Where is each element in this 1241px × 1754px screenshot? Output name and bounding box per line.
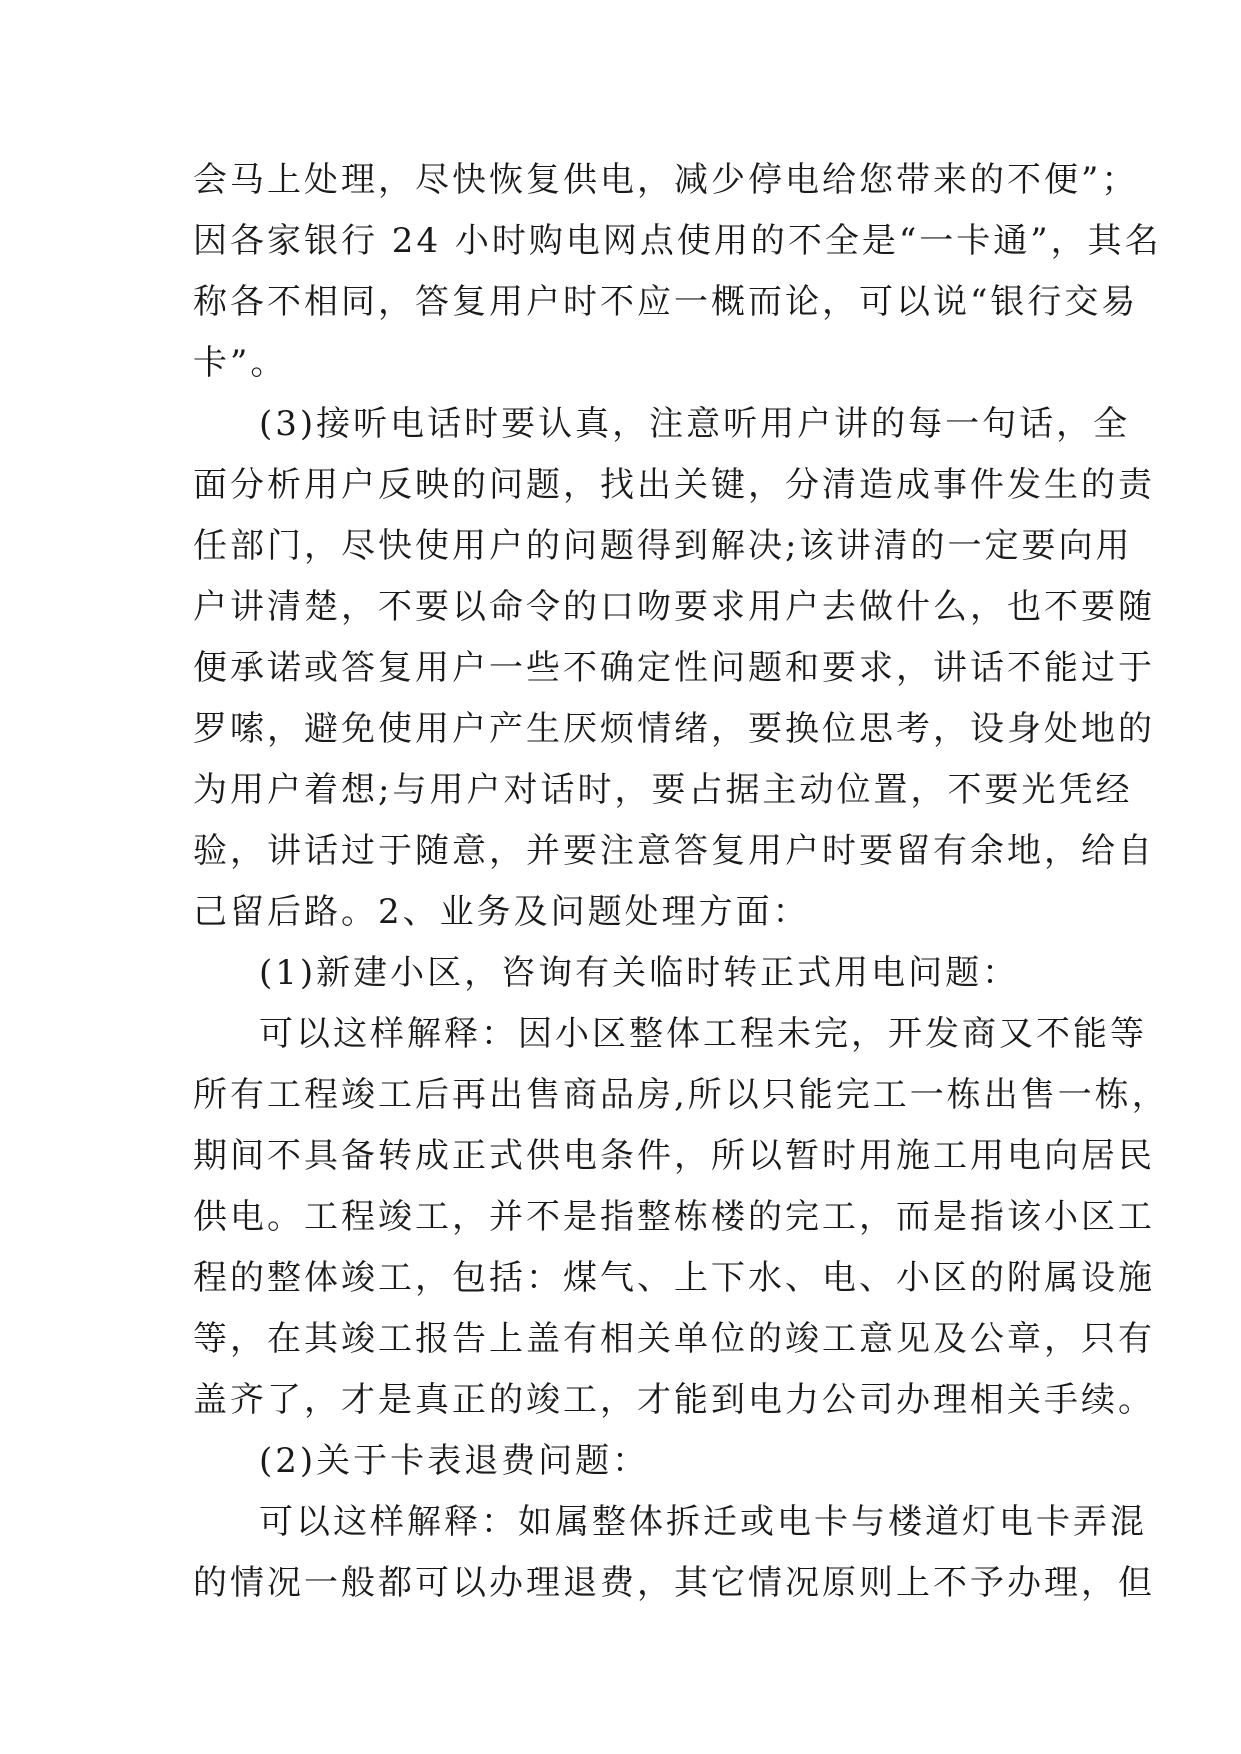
text-line-paragraph-start: (1)新建小区，咨询有关临时转正式用电问题：: [259, 953, 1020, 993]
text-line: 等，在其竣工报告上盖有相关单位的竣工意见及公章，只有: [193, 1319, 1155, 1359]
text-line: 供电。工程竣工，并不是指整栋楼的完工，而是指该小区工: [193, 1197, 1155, 1237]
text-line: 会马上处理，尽快恢复供电，减少停电给您带来的不便”；: [193, 160, 1139, 200]
text-line: 任部门，尽快使用户的问题得到解决;该讲清的一定要向用: [193, 526, 1133, 566]
text-line: 所有工程竣工后再出售商品房,所以只能完工一栋出售一栋，: [193, 1075, 1169, 1115]
text-line-paragraph-start: 可以这样解释：如属整体拆迁或电卡与楼道灯电卡弄混: [259, 1502, 1147, 1542]
text-line: 罗嗦，避免使用户产生厌烦情绪，要换位思考，设身处地的: [193, 709, 1155, 749]
text-line: 己留后路。2、业务及问题处理方面：: [193, 892, 810, 932]
text-line-paragraph-start: 可以这样解释：因小区整体工程未完，开发商又不能等: [259, 1014, 1147, 1054]
text-line: 因各家银行 24 小时购电网点使用的不全是“一卡通”，其名: [193, 221, 1162, 261]
text-line: 户讲清楚，不要以命令的口吻要求用户去做什么，也不要随: [193, 587, 1155, 627]
text-line: 程的整体竣工，包括：煤气、上下水、电、小区的附属设施: [193, 1258, 1155, 1298]
text-line: 面分析用户反映的问题，找出关键，分清造成事件发生的责: [193, 465, 1155, 505]
text-line: 卡”。: [193, 343, 288, 383]
text-line: 期间不具备转成正式供电条件，所以暂时用施工用电向居民: [193, 1136, 1155, 1176]
text-line: 的情况一般都可以办理退费，其它情况原则上不予办理，但: [193, 1563, 1155, 1603]
text-line: 盖齐了，才是真正的竣工，才能到电力公司办理相关手续。: [193, 1380, 1155, 1420]
body-text: [193, 150, 1169, 1614]
text-line: 验，讲话过于随意，并要注意答复用户时要留有余地，给自: [193, 831, 1155, 871]
text-line-paragraph-start: (3)接听电话时要认真，注意听用户讲的每一句话，全: [259, 404, 1131, 444]
text-line-paragraph-start: (2)关于卡表退费问题：: [259, 1441, 650, 1481]
text-line: 便承诺或答复用户一些不确定性问题和要求，讲话不能过于: [193, 648, 1155, 688]
text-line: 为用户着想;与用户对话时，要占据主动位置，不要光凭经: [193, 770, 1133, 810]
text-line: 称各不相同，答复用户时不应一概而论，可以说“银行交易: [193, 282, 1139, 322]
